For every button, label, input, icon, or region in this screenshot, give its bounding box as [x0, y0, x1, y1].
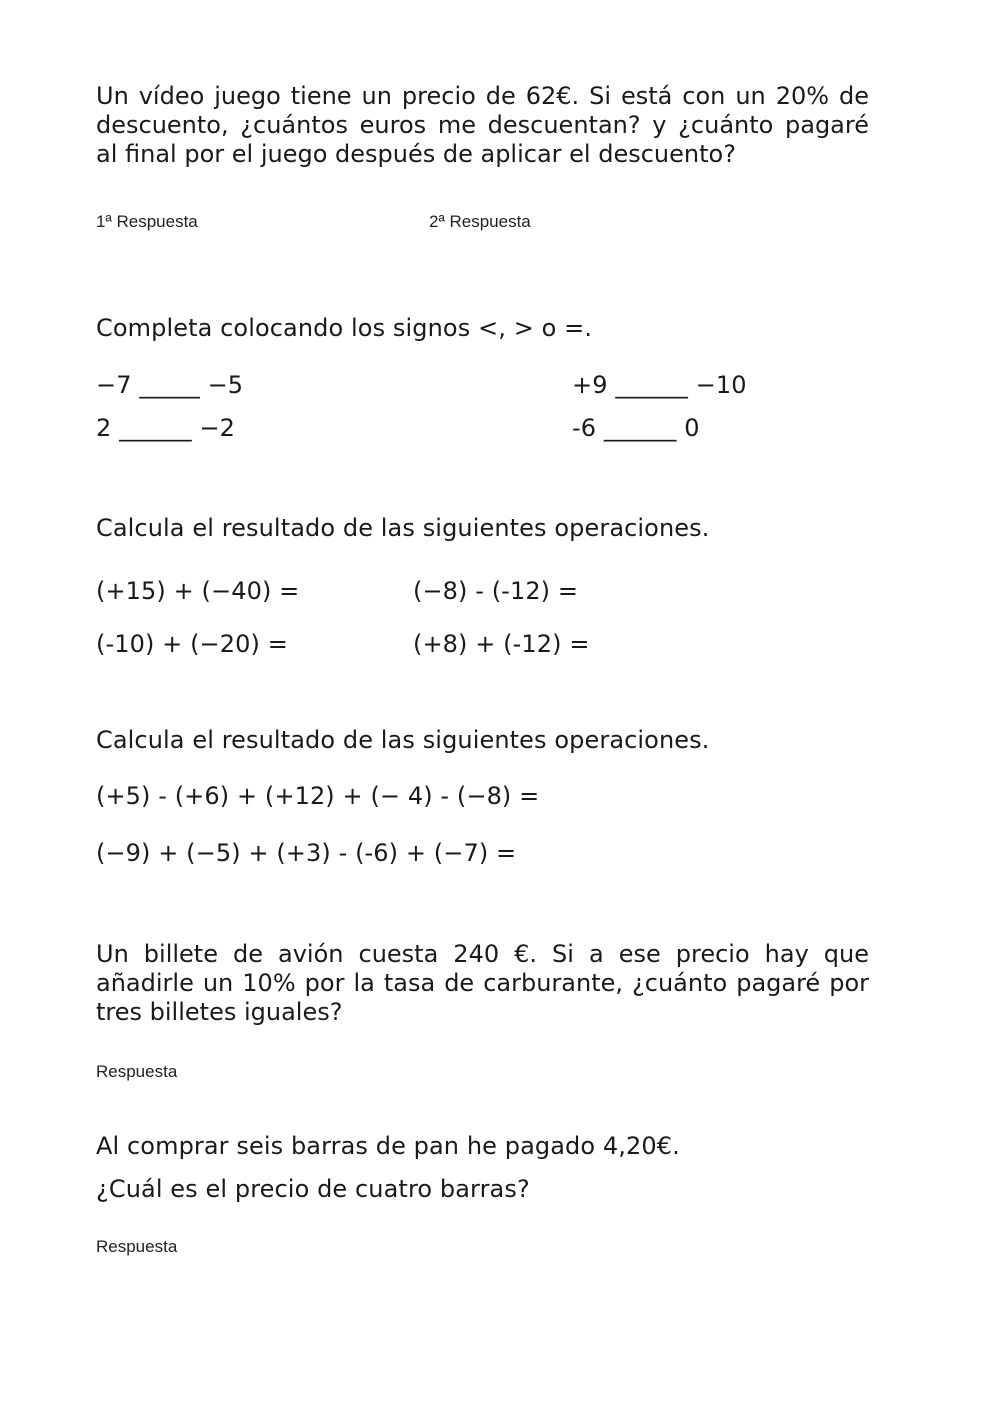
operation-item: (+5) - (+6) + (+12) + (− 4) - (−8) = — [96, 782, 540, 810]
operation-item: (+8) + (-12) = — [413, 630, 590, 658]
comparison-left: −7 — [96, 371, 132, 399]
operation-answer-input[interactable] — [520, 839, 684, 869]
question-1-text: Un vídeo juego tiene un precio de 62€. Si está con un 20% de descuento, ¿cuántos euros me descuentan? y ¿cuánto pagaré al final por el juego después de aplicar el descuento? — [96, 82, 869, 168]
comparison-left: 2 — [96, 414, 112, 442]
question-6-line-1: Al comprar seis barras de pan he pagado 4,20€. — [96, 1132, 680, 1160]
answer-1-input[interactable] — [210, 208, 404, 238]
comparison-item — [96, 371, 243, 400]
answer-input[interactable] — [192, 1233, 416, 1263]
question-2-instruction: Completa colocando los signos <, > o =. — [96, 314, 593, 342]
operation-item: (−9) + (−5) + (+3) - (-6) + (−7) = — [96, 839, 517, 867]
operation-answer-input[interactable] — [300, 577, 404, 607]
operation-item: (−8) - (-12) = — [413, 577, 579, 605]
comparison-blank[interactable]: ______ — [615, 371, 688, 399]
answer-1-label: 1ª Respuesta — [96, 212, 198, 231]
comparison-right: −10 — [695, 371, 747, 399]
comparison-blank[interactable]: ______ — [119, 414, 192, 442]
operation-answer-input[interactable] — [585, 577, 709, 607]
comparison-right: −5 — [207, 371, 244, 399]
comparison-item — [572, 371, 747, 400]
answer-2-label: 2ª Respuesta — [429, 212, 531, 231]
answer-label: Respuesta — [96, 1237, 178, 1256]
comparison-item — [572, 414, 700, 443]
question-6-line-2: ¿Cuál es el precio de cuatro barras? — [96, 1175, 530, 1203]
operation-answer-input[interactable] — [548, 782, 712, 812]
question-5-text: Un billete de avión cuesta 240 €. Si a ese precio hay que añadirle un 10% por la tasa de carburante, ¿cuánto pagaré por tres billetes iguales? — [96, 940, 869, 1026]
comparison-left: -6 — [572, 414, 597, 442]
comparison-right: −2 — [199, 414, 236, 442]
comparison-left: +9 — [572, 371, 608, 399]
answer-input[interactable] — [192, 1058, 416, 1088]
comparison-blank[interactable]: ______ — [603, 414, 677, 442]
operation-answer-input[interactable] — [292, 630, 404, 660]
operation-answer-input[interactable] — [600, 630, 724, 660]
operation-item: (-10) + (−20) = — [96, 630, 288, 658]
comparison-blank[interactable]: _____ — [139, 371, 200, 399]
question-4-instruction: Calcula el resultado de las siguientes operaciones. — [96, 726, 710, 754]
answer-label: Respuesta — [96, 1062, 178, 1081]
comparison-item — [96, 414, 235, 443]
operation-item: (+15) + (−40) = — [96, 577, 300, 605]
comparison-right: 0 — [684, 414, 700, 442]
answer-2-input[interactable] — [543, 208, 737, 238]
question-3-instruction: Calcula el resultado de las siguientes operaciones. — [96, 514, 710, 542]
